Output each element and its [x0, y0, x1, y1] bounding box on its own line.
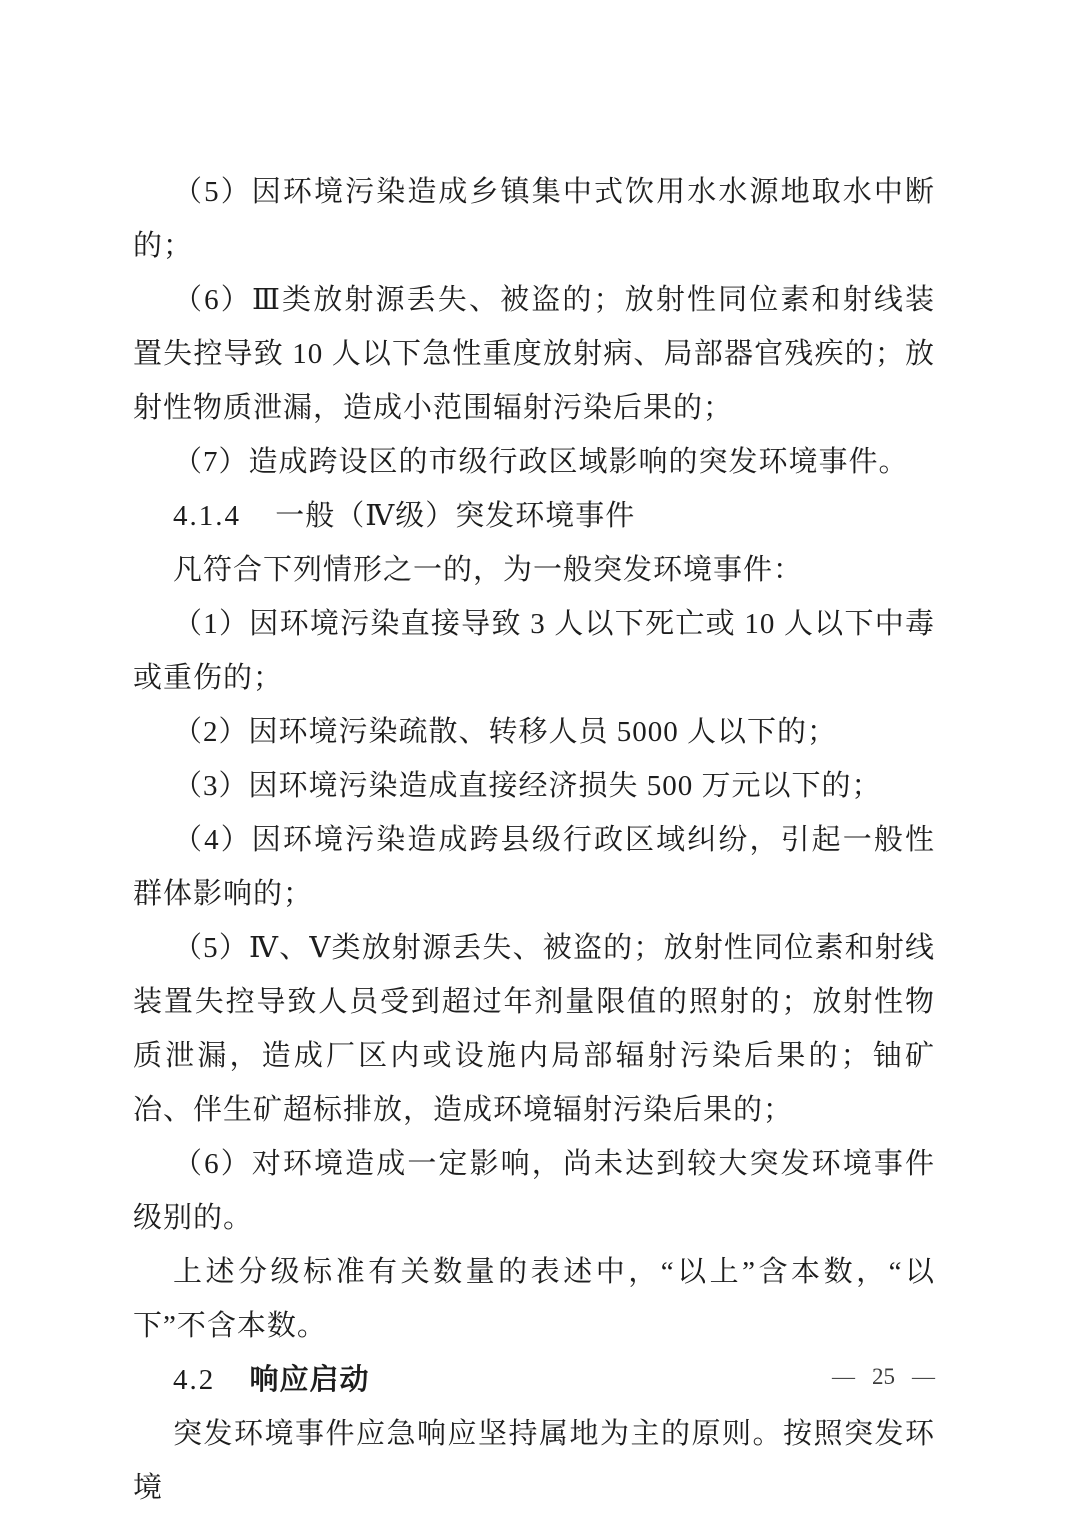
section-heading-4-2: [133, 1353, 935, 1407]
paragraph-item5-level4: （5）Ⅳ、Ⅴ类放射源丢失、被盗的；放射性同位素和射线装置失控导致人员受到超过年剂量限值的照射的；放射性物质泄漏，造成厂区内或设施内局部辐射污染后果的；铀矿冶、伴生矿超标排放，造成环境辐射污染后果的；: [133, 932, 935, 1126]
paragraph-item2-level4: （2）因环境污染疏散、转移人员 5000 人以下的；: [173, 716, 838, 748]
paragraph-counting-note: 上述分级标准有关数量的表述中，“以上”含本数，“以下”不含本数。: [133, 1256, 935, 1342]
paragraph-item7-level3: （7）造成跨设区的市级行政区域影响的突发环境事件。: [173, 446, 909, 478]
paragraph-intro-level4: 凡符合下列情形之一的，为一般突发环境事件：: [173, 554, 804, 586]
footer-dash-left: —: [832, 1364, 855, 1389]
section-title: 响应启动: [249, 1364, 370, 1396]
paragraph-item6-level4: （6）对环境造成一定影响，尚未达到较大突发环境事件级别的。: [133, 1148, 935, 1234]
paragraph-item4-level4: （4）因环境污染造成跨县级行政区域纠纷，引起一般性群体影响的；: [133, 824, 935, 910]
section-heading-4-1-4: [133, 489, 935, 543]
page-footer: [832, 1362, 935, 1392]
section-number: 4.2: [173, 1364, 216, 1396]
section-title: 一般（Ⅳ级）突发环境事件: [275, 500, 636, 532]
page-number: 25: [872, 1364, 895, 1389]
paragraph-response-intro: 突发环境事件应急响应坚持属地为主的原则。按照突发环境: [133, 1418, 935, 1504]
paragraph-item3-level4: （3）因环境污染造成直接经济损失 500 万元以下的；: [173, 770, 882, 802]
paragraph-item6-level3: （6）Ⅲ类放射源丢失、被盗的；放射性同位素和射线装置失控导致 10 人以下急性重度放射病、局部器官残疾的；放射性物质泄漏，造成小范围辐射污染后果的；: [133, 284, 935, 424]
paragraph-item5-level3: （5）因环境污染造成乡镇集中式饮用水水源地取水中断的；: [133, 176, 935, 262]
section-number: 4.1.4: [173, 500, 241, 532]
paragraph-item1-level4: （1）因环境污染直接导致 3 人以下死亡或 10 人以下中毒或重伤的；: [133, 608, 935, 694]
footer-dash-right: —: [912, 1364, 935, 1389]
document-page-content: [133, 165, 935, 1515]
